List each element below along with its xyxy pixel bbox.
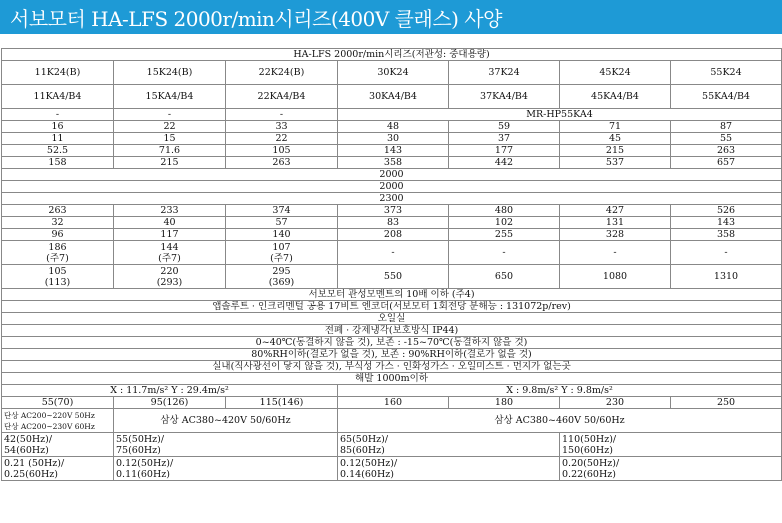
- value-cell: 42(50Hz)/ 54(60Hz): [2, 433, 114, 457]
- table-row: [2, 349, 782, 361]
- value-cell: 87: [671, 121, 782, 133]
- value-cell: 22: [114, 121, 226, 133]
- model-cell: 55KA4/B4: [671, 85, 782, 109]
- value-cell: 0~40℃(동결하지 않을 것), 보존 : -15~70℃(동결하지 않을 것): [2, 337, 782, 349]
- value-cell: 2000: [2, 169, 782, 181]
- value-cell: 263: [226, 157, 338, 169]
- table-row: [2, 85, 782, 109]
- table-row: [2, 265, 782, 289]
- value-cell: 삼상 AC380~420V 50/60Hz: [114, 409, 338, 433]
- value-cell: 0.20(50Hz)/ 0.22(60Hz): [560, 457, 782, 481]
- value-cell: 263: [2, 205, 114, 217]
- value-cell: 서보모터 관성모멘트의 10배 이하 (주4): [2, 289, 782, 301]
- model-cell: 11K24(B): [2, 61, 114, 85]
- value-cell: 358: [671, 229, 782, 241]
- value-cell: 16: [2, 121, 114, 133]
- value-cell: 215: [114, 157, 226, 169]
- value-cell: 143: [338, 145, 449, 157]
- value-cell: 480: [449, 205, 560, 217]
- value-cell: 160: [338, 397, 449, 409]
- value-cell: 37: [449, 133, 560, 145]
- value-cell: 30: [338, 133, 449, 145]
- table-row: [2, 325, 782, 337]
- value-cell: 140: [226, 229, 338, 241]
- value-cell: 오일실: [2, 313, 782, 325]
- model-cell: 55K24: [671, 61, 782, 85]
- value-cell: 1310: [671, 265, 782, 289]
- value-cell: 657: [671, 157, 782, 169]
- value-cell: 40: [114, 217, 226, 229]
- model-cell: 37KA4/B4: [449, 85, 560, 109]
- value-cell: -: [338, 241, 449, 265]
- value-cell: 해발 1000m이하: [2, 373, 782, 385]
- value-cell: 117: [114, 229, 226, 241]
- amp-cell: -: [226, 109, 338, 121]
- value-cell: 105 (113): [2, 265, 114, 289]
- table-row: [2, 289, 782, 301]
- value-cell: 427: [560, 205, 671, 217]
- value-cell: 83: [338, 217, 449, 229]
- value-cell: 0.21 (50Hz)/ 0.25(60Hz): [2, 457, 114, 481]
- value-cell: 158: [2, 157, 114, 169]
- table-row: [2, 205, 782, 217]
- table-header: HA-LFS 2000r/min시리즈(저관성: 중대용량): [2, 49, 782, 61]
- value-cell: 55: [671, 133, 782, 145]
- model-cell: 15KA4/B4: [114, 85, 226, 109]
- value-cell: 71: [560, 121, 671, 133]
- table-row: [2, 49, 782, 61]
- value-cell: X : 11.7m/s² Y : 29.4m/s²: [2, 385, 338, 397]
- table-row: [2, 301, 782, 313]
- value-cell: 373: [338, 205, 449, 217]
- value-cell: 537: [560, 157, 671, 169]
- value-cell: -: [560, 241, 671, 265]
- value-cell: 358: [338, 157, 449, 169]
- amp-cell: -: [114, 109, 226, 121]
- value-cell: 186 (주7): [2, 241, 114, 265]
- value-cell: 144 (주7): [114, 241, 226, 265]
- table-row: [2, 313, 782, 325]
- value-cell: 삼상 AC380~460V 50/60Hz: [338, 409, 782, 433]
- value-cell: 220 (293): [114, 265, 226, 289]
- value-cell: 328: [560, 229, 671, 241]
- table-row: [2, 61, 782, 85]
- value-cell: 374: [226, 205, 338, 217]
- value-cell: 실내(직사광선이 닿지 않을 것), 부식성 가스 · 인화성가스 · 오일미스트 · 먼지가 없는곳: [2, 361, 782, 373]
- value-cell: 442: [449, 157, 560, 169]
- value-cell: 105: [226, 145, 338, 157]
- value-cell: 96: [2, 229, 114, 241]
- value-cell: 앱솔루트 · 인크리멘털 공용 17비트 엔코더(서보모터 1회전당 분해능 : 131072p/rev): [2, 301, 782, 313]
- value-cell: 0.12(50Hz)/ 0.11(60Hz): [114, 457, 338, 481]
- model-cell: 30K24: [338, 61, 449, 85]
- table-row: [2, 133, 782, 145]
- value-cell: 32: [2, 217, 114, 229]
- table-row: [2, 457, 782, 481]
- value-cell: 526: [671, 205, 782, 217]
- value-cell: 95(126): [114, 397, 226, 409]
- value-cell: 177: [449, 145, 560, 157]
- table-row: [2, 121, 782, 133]
- model-cell: 30KA4/B4: [338, 85, 449, 109]
- value-cell: 55(50Hz)/ 75(60Hz): [114, 433, 338, 457]
- table-row: [2, 361, 782, 373]
- table-row: [2, 217, 782, 229]
- value-cell: 48: [338, 121, 449, 133]
- value-cell: 2000: [2, 181, 782, 193]
- value-cell: 263: [671, 145, 782, 157]
- value-cell: 59: [449, 121, 560, 133]
- value-cell: 52.5: [2, 145, 114, 157]
- value-cell: 2300: [2, 193, 782, 205]
- spec-table: [1, 48, 782, 481]
- value-cell: 143: [671, 217, 782, 229]
- value-cell: 255: [449, 229, 560, 241]
- table-row: [2, 409, 782, 433]
- table-row: [2, 385, 782, 397]
- table-row: [2, 337, 782, 349]
- value-cell: 전폐 · 강제냉각(보호방식 IP44): [2, 325, 782, 337]
- value-cell: X : 9.8m/s² Y : 9.8m/s²: [338, 385, 782, 397]
- value-cell: 15: [114, 133, 226, 145]
- amp-cell: -: [2, 109, 114, 121]
- value-cell: 180: [449, 397, 560, 409]
- value-cell: 33: [226, 121, 338, 133]
- value-cell: 250: [671, 397, 782, 409]
- table-row: [2, 229, 782, 241]
- table-row: [2, 145, 782, 157]
- model-cell: 11KA4/B4: [2, 85, 114, 109]
- value-cell: 107 (주7): [226, 241, 338, 265]
- value-cell: 215: [560, 145, 671, 157]
- value-cell: 230: [560, 397, 671, 409]
- table-row: [2, 433, 782, 457]
- value-cell: 65(50Hz)/ 85(60Hz): [338, 433, 560, 457]
- table-row: [2, 169, 782, 181]
- value-cell: 650: [449, 265, 560, 289]
- value-cell: -: [671, 241, 782, 265]
- value-cell: 22: [226, 133, 338, 145]
- value-cell: -: [449, 241, 560, 265]
- model-cell: 22K24(B): [226, 61, 338, 85]
- page-title: 서보모터 HA-LFS 2000r/min시리즈(400V 클래스) 사양: [10, 7, 502, 31]
- value-cell: 45: [560, 133, 671, 145]
- value-cell: 115(146): [226, 397, 338, 409]
- title-bar: [0, 0, 782, 34]
- table-row: [2, 241, 782, 265]
- model-cell: 15K24(B): [114, 61, 226, 85]
- table-row: [2, 193, 782, 205]
- model-cell: 37K24: [449, 61, 560, 85]
- amp-cell: MR-HP55KA4: [338, 109, 782, 121]
- model-cell: 45K24: [560, 61, 671, 85]
- value-cell: 208: [338, 229, 449, 241]
- value-cell: 102: [449, 217, 560, 229]
- table-row: [2, 397, 782, 409]
- model-cell: 22KA4/B4: [226, 85, 338, 109]
- value-cell: 55(70): [2, 397, 114, 409]
- value-cell: 57: [226, 217, 338, 229]
- value-cell: 0.12(50Hz)/ 0.14(60Hz): [338, 457, 560, 481]
- table-row: [2, 109, 782, 121]
- table-row: [2, 181, 782, 193]
- table-row: [2, 157, 782, 169]
- value-cell: 131: [560, 217, 671, 229]
- value-cell: 550: [338, 265, 449, 289]
- value-cell: 233: [114, 205, 226, 217]
- value-cell: 71.6: [114, 145, 226, 157]
- value-cell: 11: [2, 133, 114, 145]
- value-cell: 295 (369): [226, 265, 338, 289]
- value-cell: 1080: [560, 265, 671, 289]
- value-cell: 110(50Hz)/ 150(60Hz): [560, 433, 782, 457]
- value-cell: 단상 AC200~220V 50Hz 단상 AC200~230V 60Hz: [2, 409, 114, 433]
- model-cell: 45KA4/B4: [560, 85, 671, 109]
- table-row: [2, 373, 782, 385]
- value-cell: 80%RH이하(결로가 없을 것), 보존 : 90%RH이하(결로가 없을 것): [2, 349, 782, 361]
